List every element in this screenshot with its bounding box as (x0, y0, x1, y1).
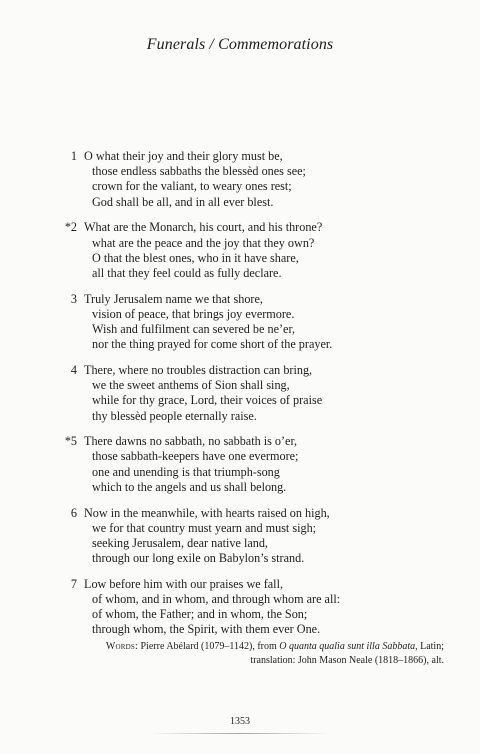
verse-line: Low before him with our praises we fall, (84, 576, 284, 591)
verse-line: through whom, the Spirit, with them ever One. (92, 622, 321, 637)
verse-line: we the sweet anthems of Sion shall sing, (92, 378, 290, 393)
page-edge-shadow (150, 733, 330, 734)
verse-line: those endless sabbaths the blessèd ones see; (92, 164, 306, 179)
stanza-7 (70, 576, 454, 638)
verse-line: of whom, and in whom, and through whom are all: (92, 592, 341, 607)
stanza-6 (70, 505, 454, 567)
verse-line: vision of peace, that brings joy evermore. (92, 306, 295, 321)
stanza-number: 7 (70, 576, 77, 591)
stanza-number: *2 (64, 220, 77, 235)
stanza-2 (64, 220, 454, 281)
verse-line: all that they feel could as fully declare. (92, 265, 282, 280)
page-number: 1353 (230, 716, 250, 727)
verse-line: Wish and fulfilment can severed be ne’er, (92, 322, 296, 337)
verse-line: There, where no troubles distraction can bring, (84, 362, 313, 377)
credits-author: Pierre Abélard (1079–1142), from (138, 641, 280, 652)
credits-original-title: O quanta qualia sunt illa Sabbata (279, 641, 416, 652)
stanza-5 (64, 434, 454, 495)
hymn-verses (64, 149, 454, 648)
verse-line: through our long exile on Babylon’s strand. (92, 551, 305, 566)
verse-line: seeking Jerusalem, dear native land, (92, 535, 268, 550)
credits-line-1 (106, 640, 444, 654)
verse-line: we for that country must yearn and must sigh; (92, 520, 317, 535)
verse-line: God shall be all, and in all ever blest. (92, 194, 274, 209)
stanza-number: 3 (70, 291, 77, 306)
verse-line: Now in the meanwhile, with hearts raised on high, (84, 505, 330, 520)
verse-line: those sabbath-keepers have one evermore; (92, 449, 299, 464)
stanza-number: 1 (70, 149, 77, 163)
verse-line: nor the thing prayed for come short of the prayer. (92, 337, 333, 352)
verse-line: What are the Monarch, his court, and his throne? (84, 220, 323, 235)
credits-language: , Latin; (415, 641, 444, 652)
stanza-number: 6 (70, 505, 77, 520)
stanza-4 (70, 362, 454, 424)
verse-line: thy blessèd people eternally raise. (92, 408, 257, 423)
credits-translation: translation: John Mason Neale (1818–1866), alt. (250, 655, 444, 666)
stanza-3 (70, 291, 454, 353)
hymn-credits (106, 640, 444, 668)
words-label: Words: (105, 641, 138, 652)
verse-line: There dawns no sabbath, no sabbath is o’er, (84, 434, 298, 449)
verse-line: O that the blest ones, who in it have share, (92, 250, 299, 265)
verse-line: of whom, the Father; and in whom, the Son; (92, 607, 308, 622)
section-title: Funerals / Commemorations (146, 36, 334, 53)
stanza-number: 4 (70, 362, 77, 377)
verse-line: which to the angels and us shall belong. (92, 479, 287, 494)
stanza-1 (70, 149, 454, 210)
verse-line: what are the peace and the joy that they own? (92, 235, 315, 250)
verse-line: one and unending is that triumph-song (92, 464, 280, 479)
stanza-number: *5 (64, 434, 77, 449)
verse-line: crown for the valiant, to weary ones rest; (92, 179, 292, 194)
verse-line: Truly Jerusalem name we that shore, (84, 291, 263, 306)
verse-line: O what their joy and their glory must be, (84, 149, 283, 163)
verse-line: while for thy grace, Lord, their voices of praise (92, 393, 323, 408)
